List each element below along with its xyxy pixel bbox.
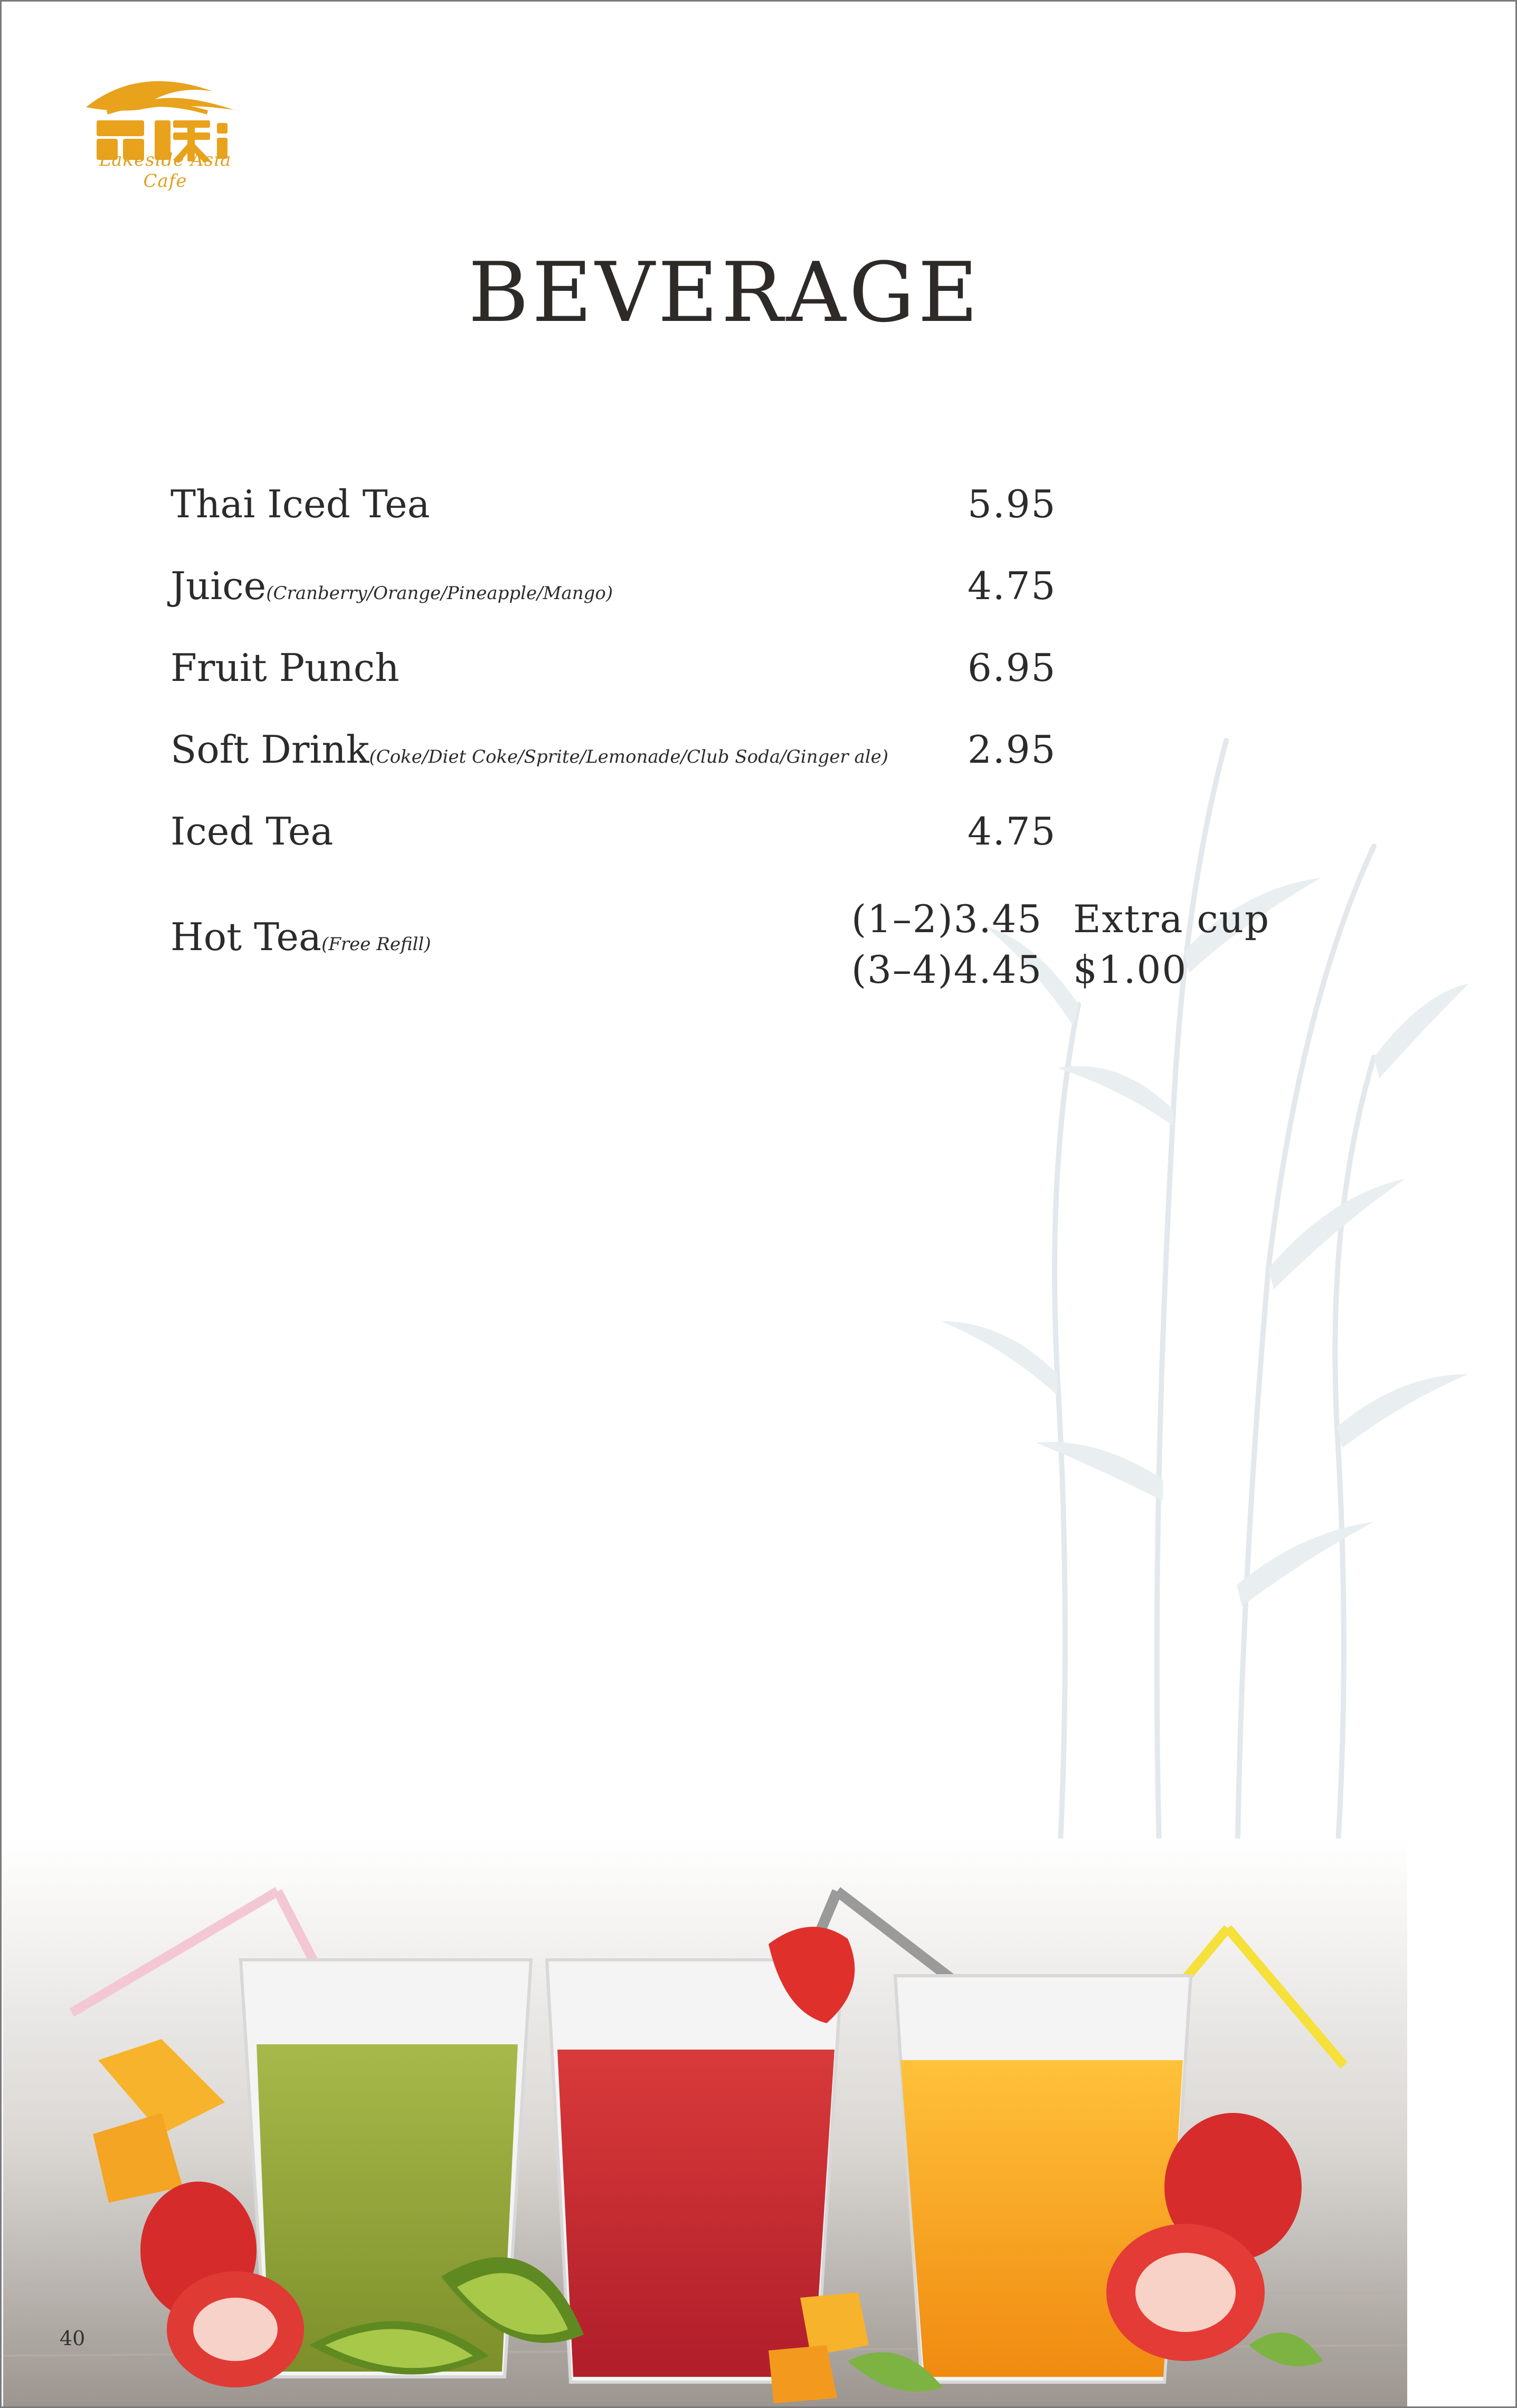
menu-item — [170, 727, 1385, 791]
item-price: 6.95 — [968, 646, 1057, 690]
hot-tea-price-large: (3–4)4.45 — [851, 947, 1043, 992]
item-name: Soft Drink — [170, 727, 369, 772]
item-note: (Coke/Diet Coke/Sprite/Lemonade/Club Soda/Ginger ale) — [369, 746, 888, 767]
page-title: BEVERAGE — [468, 244, 981, 340]
menu-item — [170, 809, 1385, 873]
menu-item — [170, 564, 1385, 627]
item-name: Iced Tea — [170, 809, 334, 854]
item-note: (Free Refill) — [321, 934, 431, 955]
item-name: Thai Iced Tea — [170, 482, 430, 526]
item-note: (Cranberry/Orange/Pineapple/Mango) — [266, 583, 613, 604]
hot-tea-prices — [851, 894, 1042, 995]
item-name: Hot Tea — [170, 915, 321, 959]
menu-item — [170, 482, 1385, 545]
juice-photo — [3, 1838, 1407, 2408]
plant-watermark — [899, 688, 1480, 1955]
page-number: 40 — [60, 2327, 86, 2350]
item-price: 5.95 — [968, 482, 1057, 526]
extra-cup-price: $1.00 — [1073, 947, 1188, 992]
item-name: Juice — [170, 564, 267, 608]
hot-tea-extra — [1073, 894, 1270, 995]
item-price: 2.95 — [968, 727, 1057, 772]
item-price: 4.75 — [968, 564, 1057, 608]
logo-script-name: Lakeside Asia Cafe — [99, 149, 232, 192]
extra-cup-label: Extra cup — [1073, 897, 1271, 941]
item-price: 4.75 — [968, 809, 1057, 854]
item-name: Fruit Punch — [170, 646, 400, 690]
hot-tea-price-small: (1–2)3.45 — [851, 897, 1043, 941]
menu-item — [170, 646, 1385, 709]
menu-item-hot-tea — [170, 897, 1385, 992]
